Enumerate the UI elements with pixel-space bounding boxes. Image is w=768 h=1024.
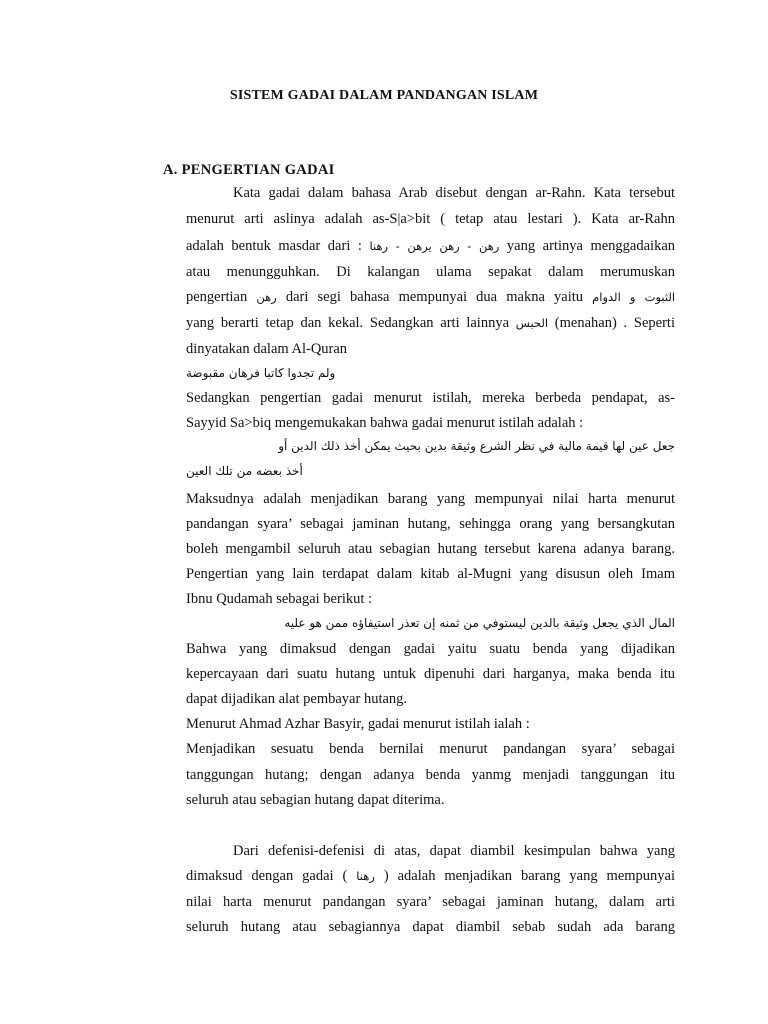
arabic-definition-line: أخذ بعضه من تلك العين — [186, 464, 303, 478]
paragraph-line: Menjadikan sesuatu benda bernilai menurut pandangan syara’ sebagai — [186, 741, 675, 757]
arabic-definition-line: المال الذي يجعل وثيقة بالدين ليستوفي من ثمنه إن تعذر استيفاؤه ممن هو عليه — [284, 616, 675, 630]
paragraph-line: Sayyid Sa>biq mengemukakan bahwa gadai menurut istilah adalah : — [186, 415, 584, 431]
paragraph-line: boleh mengambil seluruh atau sebagian hutang tersebut karena adanya barang. — [186, 541, 675, 557]
paragraph-line: Maksudnya adalah menjadikan barang yang mempunyai nilai harta menurut — [186, 491, 675, 507]
paragraph-line — [186, 237, 675, 255]
text-span: dimaksud dengan gadai ( — [186, 868, 348, 884]
paragraph-line: Dari defenisi-defenisi di atas, dapat diambil kesimpulan bahwa yang — [233, 843, 675, 859]
section-heading: A. PENGERTIAN GADAI — [163, 162, 335, 178]
paragraph-line: seluruh hutang atau sebagiannya dapat diambil sebab sudah ada barang — [186, 919, 675, 935]
paragraph-line: atau menungguhkan. Di kalangan ulama sepakat dalam merumuskan — [186, 264, 675, 280]
arabic-text: رهنا — [356, 869, 375, 883]
arabic-text: الحبس — [515, 316, 549, 330]
paragraph-line: pandangan syara’ sebagai jaminan hutang, sehingga orang yang bersangkutan — [186, 516, 675, 532]
paragraph-line: Sedangkan pengertian gadai menurut istilah, mereka berbeda pendapat, as- — [186, 390, 675, 406]
paragraph-line: dinyatakan dalam Al-Quran — [186, 341, 348, 357]
paragraph-line: dapat dijadikan alat pembayar hutang. — [186, 691, 408, 707]
quran-verse-arabic: ولم تجدوا كاتبا فرهان مقبوضة — [186, 366, 336, 380]
paragraph-line: nilai harta menurut pandangan syara’ sebagai jaminan hutang, dalam arti — [186, 894, 675, 910]
arabic-text: رهن — [256, 290, 277, 304]
paragraph-line: tanggungan hutang; dengan adanya benda yanmg menjadi tanggungan itu — [186, 767, 675, 783]
paragraph-line: Bahwa yang dimaksud dengan gadai yaitu suatu benda yang dijadikan — [186, 641, 675, 657]
paragraph-line: menurut arti aslinya adalah as-S|a>bit ( tetap atau lestari ). Kata ar-Rahn — [186, 211, 675, 227]
paragraph-line — [186, 867, 675, 885]
text-span: ) adalah menjadikan barang yang mempunyai — [383, 868, 675, 884]
paragraph-line: seluruh atau sebagian hutang dapat diterima. — [186, 792, 445, 808]
arabic-text: رهن - رهن يرهن - رهنا — [369, 239, 500, 253]
text-span: adalah bentuk masdar dari : — [186, 238, 362, 254]
text-span: yang berarti tetap dan kekal. Sedangkan arti lainnya — [186, 315, 510, 331]
text-span: (menahan) . Seperti — [554, 315, 675, 331]
paragraph-line — [186, 314, 675, 332]
arabic-text: الثبوت و الدوام — [592, 290, 676, 304]
paragraph-line: Menurut Ahmad Azhar Basyir, gadai menurut istilah ialah : — [186, 716, 530, 732]
paragraph-line — [186, 288, 675, 306]
paragraph-line: Kata gadai dalam bahasa Arab disebut dengan ar-Rahn. Kata tersebut — [233, 185, 675, 201]
text-span: pengertian — [186, 289, 248, 305]
paragraph-line: Ibnu Qudamah sebagai berikut : — [186, 591, 373, 607]
arabic-definition-line: جعل عين لها قيمة مالية في نظر الشرع وثيقة بدين بحيث يمكن أخذ ذلك الدين أو — [278, 439, 675, 453]
text-span: dari segi bahasa mempunyai dua makna yaitu — [285, 289, 584, 305]
text-span: yang artinya menggadaikan — [506, 238, 676, 254]
document-title: SISTEM GADAI DALAM PANDANGAN ISLAM — [229, 88, 539, 103]
paragraph-line: Pengertian yang lain terdapat dalam kitab al-Mugni yang disusun oleh Imam — [186, 566, 675, 582]
paragraph-line: kepercayaan dari suatu hutang untuk dipenuhi dari harganya, maka benda itu — [186, 666, 675, 682]
